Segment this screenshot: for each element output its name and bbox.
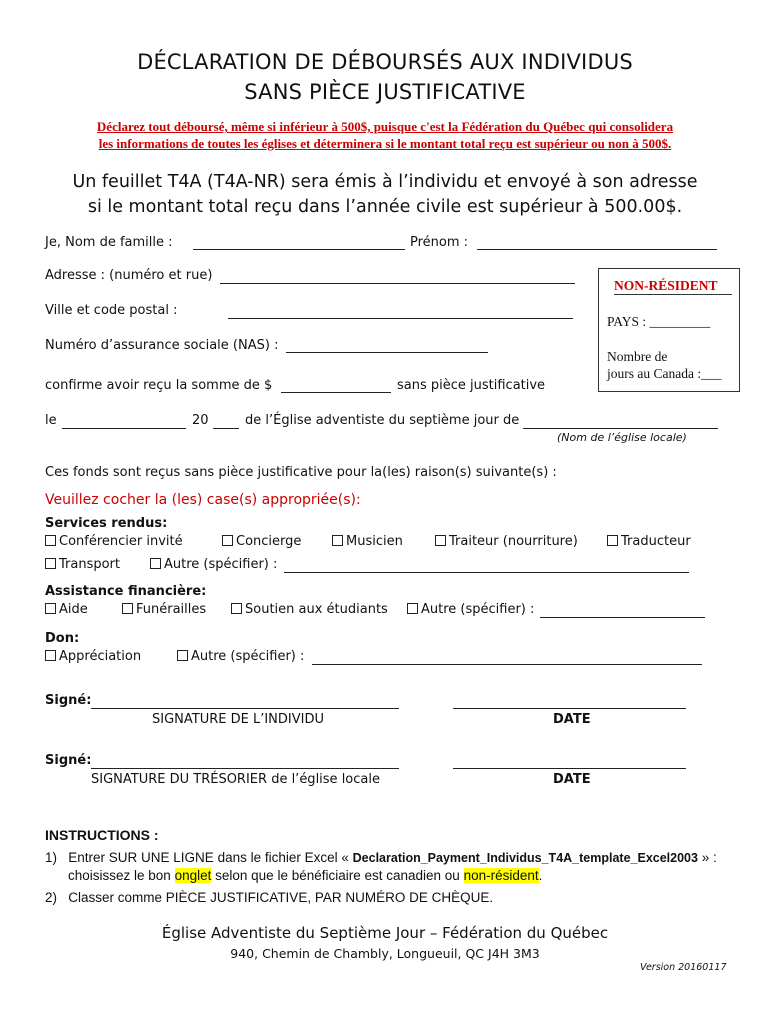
check-traducteur[interactable] (607, 534, 691, 549)
check-traiteur[interactable] (435, 534, 578, 549)
checkbox-icon (45, 535, 56, 546)
somme-label: confirme avoir reçu la somme de $ (45, 378, 273, 393)
check-label: Musicien (346, 534, 403, 549)
check-aide[interactable] (45, 602, 88, 617)
checkbox-icon (435, 535, 446, 546)
checkbox-icon (45, 558, 56, 569)
t4a-notice-line1: Un feuillet T4A (T4A-NR) sera émis à l’individu et envoyé à son adresse (72, 172, 698, 192)
sans-piece-label: sans pièce justificative (397, 378, 546, 393)
nas-field[interactable] (286, 352, 488, 353)
instruction-1-text-d: selon que le bénéficiaire est canadien ou (215, 868, 460, 883)
onglet-highlight: onglet (174, 868, 212, 883)
services-autre-field[interactable] (284, 572, 689, 573)
instruction-1-text-b: » : (701, 850, 717, 865)
don-autre-field[interactable] (312, 664, 702, 665)
don-title: Don: (45, 631, 80, 646)
year-prefix: 20 (192, 413, 209, 428)
instructions-title: INSTRUCTIONS : (45, 827, 159, 843)
instruction-2-number: 2) (45, 890, 58, 905)
check-concierge[interactable] (222, 534, 301, 549)
instruction-1-text-c: choisissez le bon (68, 868, 171, 883)
instruction-1-end: . (538, 868, 543, 883)
instruction-1-text-a: Entrer SUR UNE LIGNE dans le fichier Excel « (68, 850, 349, 865)
checkbox-icon (150, 558, 161, 569)
instruction-2 (45, 890, 493, 905)
notice-line1: Déclarez tout déboursé, même si inférieur à 500$, puisque c'est la Fédération du Québec qui consolidera (96, 119, 674, 134)
check-label: Traducteur (621, 534, 691, 549)
services-title: Services rendus: (45, 516, 168, 531)
prenom-label: Prénom : (410, 235, 469, 250)
assistance-autre-field[interactable] (540, 617, 705, 618)
checkbox-icon (177, 650, 188, 661)
checkbox-icon (45, 650, 56, 661)
le-label: le (45, 413, 57, 428)
check-label: Autre (spécifier) : (164, 557, 278, 572)
jours-field[interactable]: ___ (701, 366, 722, 381)
date-individu-caption: DATE (553, 712, 591, 727)
instruction-2-text: Classer comme PIÈCE JUSTIFICATIVE, PAR NUMÉRO DE CHÈQUE. (68, 890, 494, 905)
version-label: Version 20160117 (640, 962, 727, 973)
eglise-locale-text: de l’église locale (271, 772, 380, 787)
somme-field[interactable] (281, 392, 391, 393)
check-label: Soutien aux étudiants (245, 602, 388, 617)
t4a-notice-line2: si le montant total reçu dans l’année civile est supérieur à 500.00$. (87, 197, 683, 217)
notice-line2: les informations de toutes les églises et déterminera si le montant total reçu est supérieur ou non à 500$. (98, 136, 672, 151)
adresse-label: Adresse : (numéro et rue) (45, 268, 213, 283)
check-transport[interactable] (45, 557, 120, 572)
check-label: Concierge (236, 534, 302, 549)
check-soutien-etudiants[interactable] (231, 602, 388, 617)
checkbox-icon (607, 535, 618, 546)
date-individu-field[interactable] (453, 708, 686, 709)
excel-filename: Declaration_Payment_Individus_T4A_template_Excel2003 (352, 851, 698, 865)
pays-field[interactable]: _________ (649, 314, 711, 329)
prenom-field[interactable] (477, 249, 717, 250)
jour-mois-field[interactable] (62, 428, 186, 429)
check-conferencier[interactable] (45, 534, 183, 549)
check-label: Traiteur (nourriture) (449, 534, 578, 549)
signe-label-individu: Signé: (45, 693, 92, 708)
check-don-autre[interactable] (177, 649, 304, 664)
signature-tresorier-caption (91, 772, 380, 787)
signature-individu-caption: SIGNATURE DE L’INDIVIDU (152, 712, 324, 727)
nas-label: Numéro d’assurance sociale (NAS) : (45, 338, 279, 353)
non-resident-box (598, 268, 740, 392)
checkbox-icon (231, 603, 242, 614)
signe-label-tresorier: Signé: (45, 753, 92, 768)
eglise-field[interactable] (523, 428, 718, 429)
assistance-title: Assistance financière: (45, 584, 207, 599)
checkbox-icon (45, 603, 56, 614)
check-label: Autre (spécifier) : (421, 602, 535, 617)
eglise-label: de l’Église adventiste du septième jour de (245, 413, 520, 428)
date-tresorier-caption: DATE (553, 772, 591, 787)
checkbox-icon (407, 603, 418, 614)
check-label: Autre (spécifier) : (191, 649, 305, 664)
adresse-field[interactable] (220, 283, 575, 284)
checkbox-icon (332, 535, 343, 546)
check-assistance-autre[interactable] (407, 602, 534, 617)
footer-org: Église Adventiste du Septième Jour – Fédération du Québec (161, 924, 609, 942)
form-title-line1: DÉCLARATION DE DÉBOURSÉS AUX INDIVIDUS (137, 50, 633, 74)
form-title-line2: SANS PIÈCE JUSTIFICATIVE (244, 80, 526, 104)
year-field[interactable] (213, 428, 239, 429)
checkbox-icon (222, 535, 233, 546)
checkbox-icon (122, 603, 133, 614)
nom-field[interactable] (193, 249, 405, 250)
non-resident-title: NON-RÉSIDENT (614, 278, 732, 295)
footer-address: 940, Chemin de Chambly, Longueuil, QC J4H 3M3 (230, 946, 540, 961)
ville-label: Ville et code postal : (45, 303, 178, 318)
check-label: Appréciation (59, 649, 142, 664)
raisons-label: Ces fonds sont reçus sans pièce justificative pour la(les) raison(s) suivante(s) : (45, 465, 557, 480)
check-label: Transport (59, 557, 121, 572)
nom-label: Je, Nom de famille : (45, 235, 173, 250)
pays-text: PAYS : (607, 314, 647, 329)
check-label: Conférencier invité (59, 534, 183, 549)
date-tresorier-field[interactable] (453, 768, 686, 769)
nom-eglise-hint: (Nom de l’église locale) (557, 431, 687, 444)
ville-field[interactable] (228, 318, 573, 319)
check-label: Funérailles (136, 602, 207, 617)
cocher-instruction: Veuillez cocher la (les) case(s) appropriée(s): (45, 492, 361, 508)
instruction-1-number: 1) (45, 850, 58, 865)
signature-individu-field[interactable] (91, 708, 399, 709)
non-resident-highlight: non-résident (463, 868, 539, 883)
check-musicien[interactable] (332, 534, 403, 549)
instruction-1-line2 (68, 868, 542, 883)
check-label: Aide (59, 602, 88, 617)
check-funerailles[interactable] (122, 602, 206, 617)
check-services-autre[interactable] (150, 557, 277, 572)
check-appreciation[interactable] (45, 649, 141, 664)
signature-tresorier-text: SIGNATURE DU TRÉSORIER (91, 772, 268, 787)
instruction-1-line1 (45, 850, 717, 865)
nombre-jours-label-2 (607, 366, 721, 382)
nombre-jours-label-1: Nombre de (607, 349, 668, 364)
jours-text: jours au Canada : (607, 366, 702, 381)
pays-label (607, 314, 710, 330)
signature-tresorier-field[interactable] (91, 768, 399, 769)
